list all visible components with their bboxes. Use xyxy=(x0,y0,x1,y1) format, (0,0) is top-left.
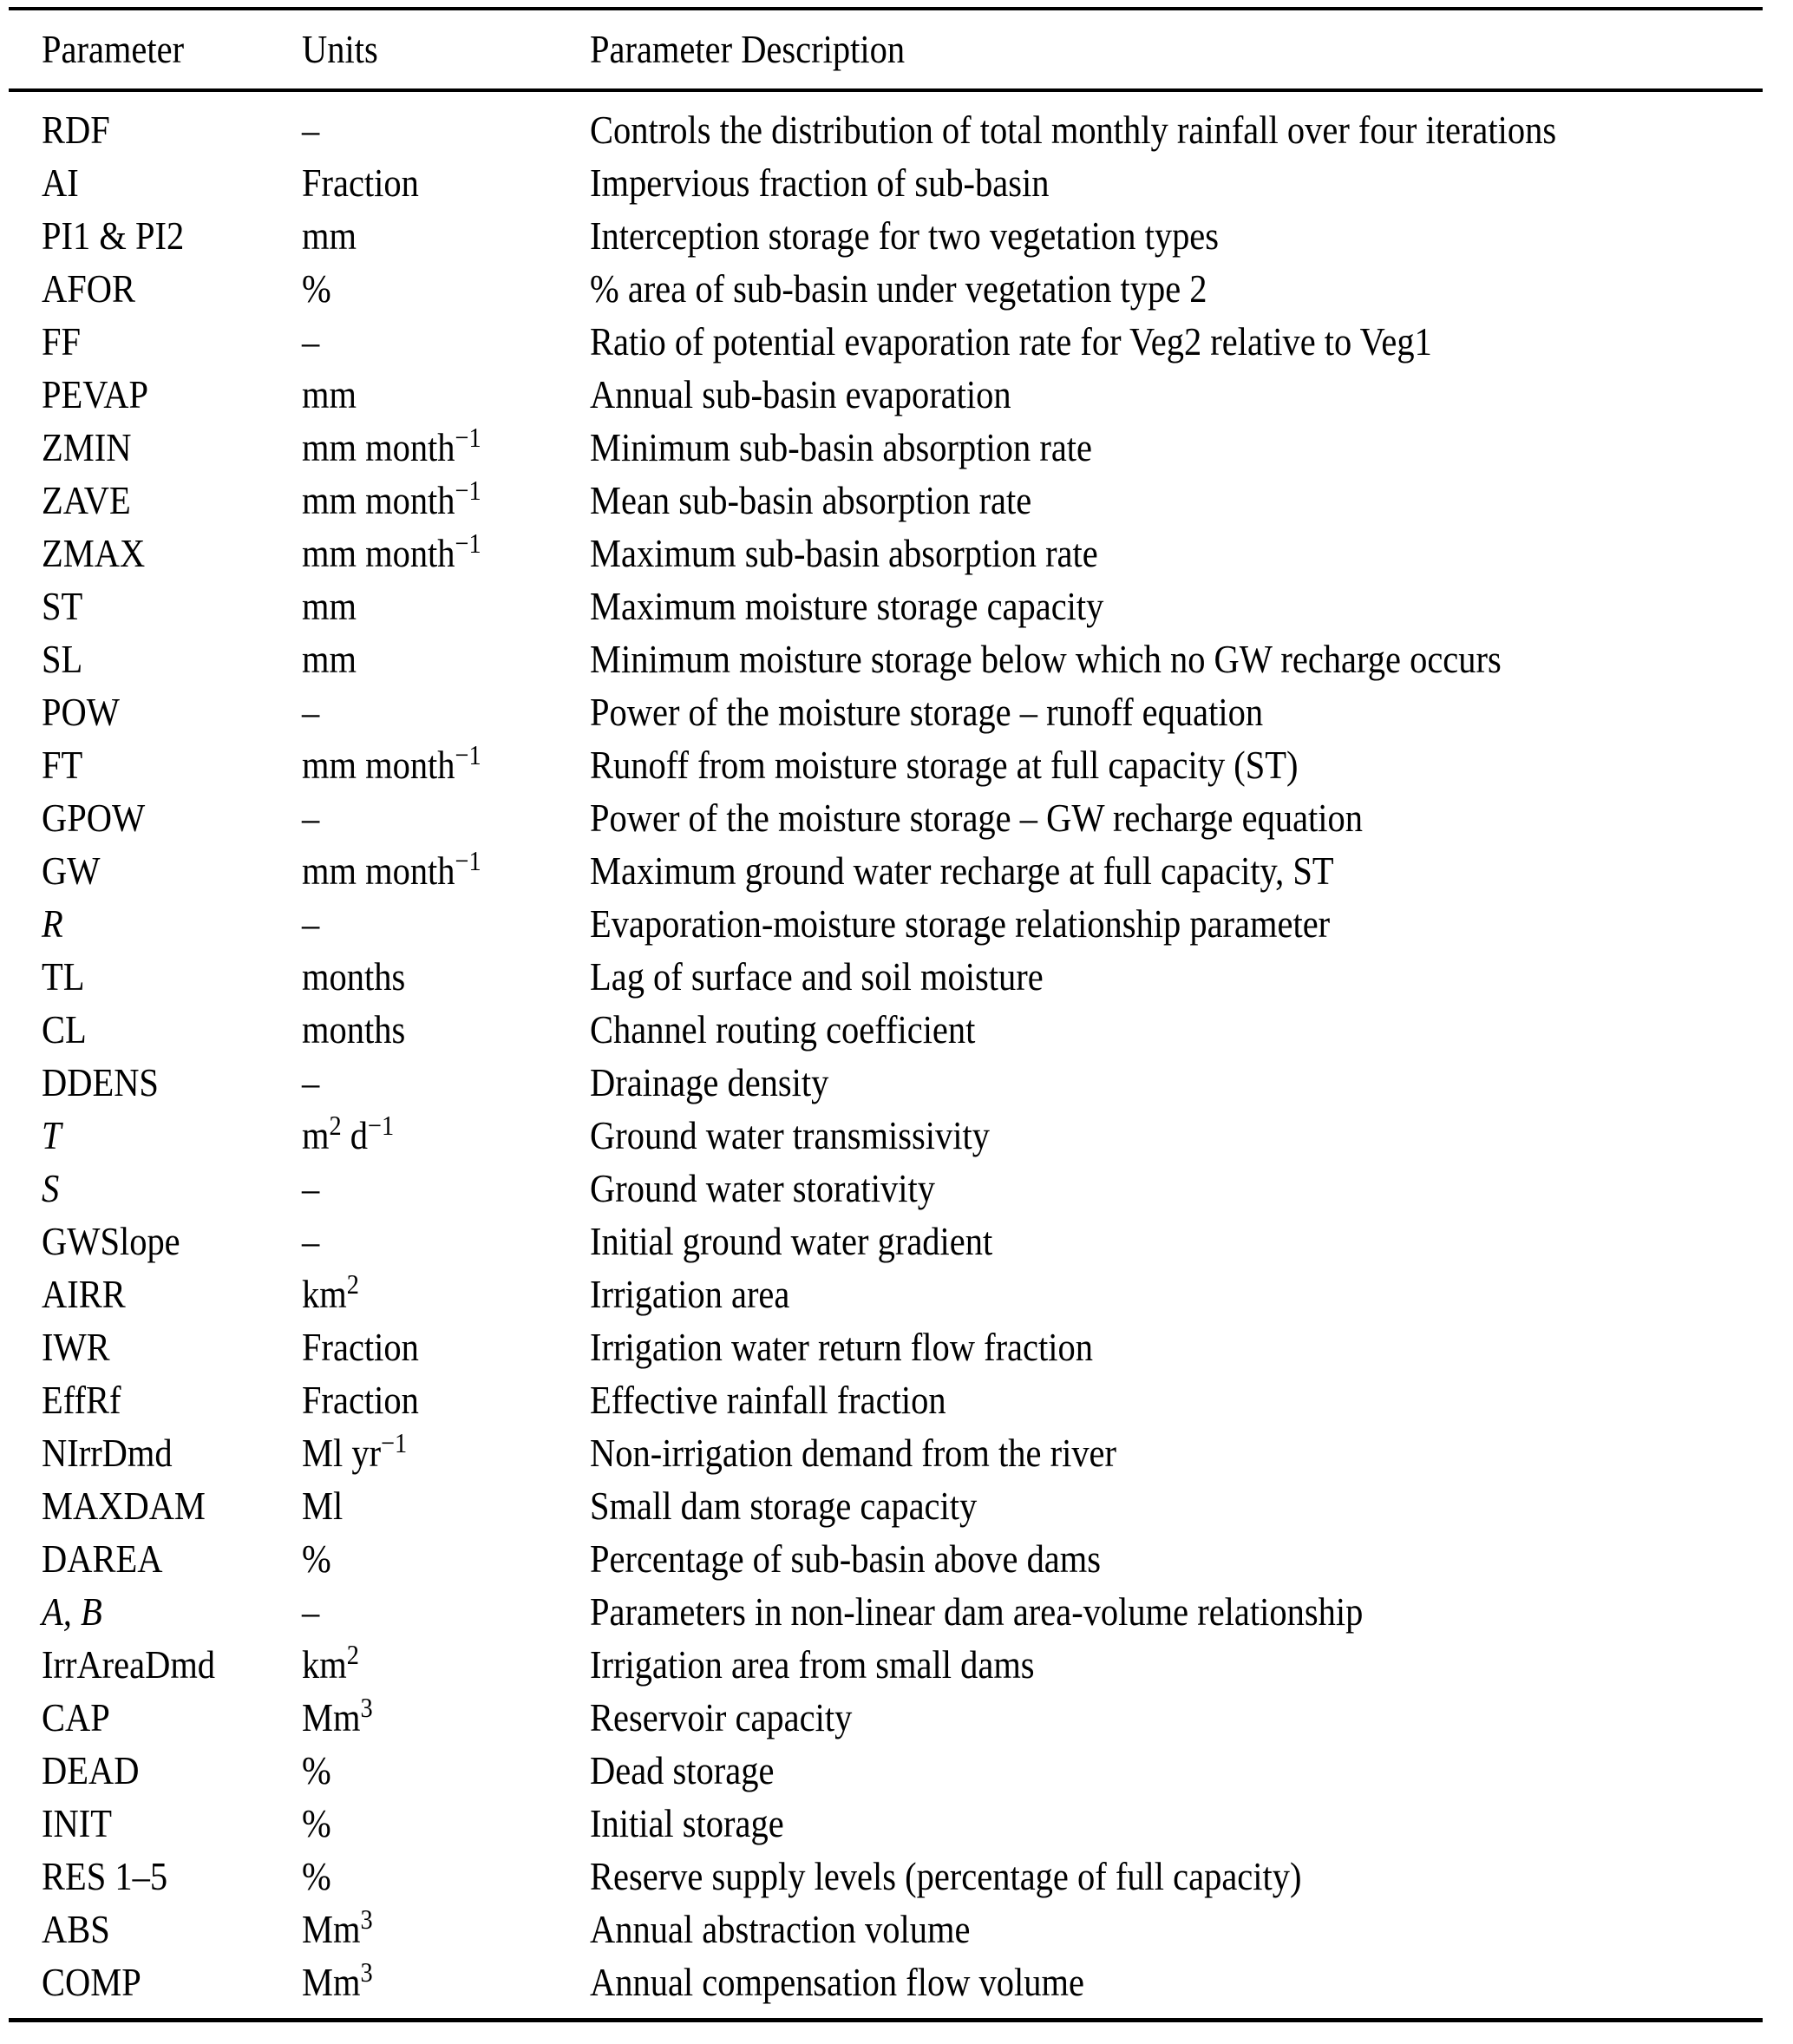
description-cell: Irrigation area xyxy=(590,1272,790,1316)
description-cell: Minimum sub-basin absorption rate xyxy=(590,425,1093,469)
description-cell: Annual sub-basin evaporation xyxy=(590,372,1011,416)
units-cell: months xyxy=(302,1007,406,1051)
parameter-cell: IWR xyxy=(42,1325,110,1369)
parameter-cell: GWSlope xyxy=(42,1219,180,1263)
parameter-cell: ST xyxy=(42,584,83,628)
description-cell: Drainage density xyxy=(590,1060,829,1104)
description-cell: Non-irrigation demand from the river xyxy=(590,1431,1117,1475)
units-cell: % xyxy=(302,1748,331,1792)
table-row xyxy=(0,791,1793,844)
header-description xyxy=(590,10,1784,88)
parameter-cell: EffRf xyxy=(42,1378,121,1422)
description-cell: Ground water transmissivity xyxy=(590,1113,990,1157)
units-cell: mm month$^{-1}$ xyxy=(302,527,481,575)
units-cell: Fraction xyxy=(302,161,419,205)
units-cell: – xyxy=(302,796,320,840)
description-cell: Power of the moisture storage – GW recharge equation xyxy=(590,796,1364,840)
parameter-cell: GW xyxy=(42,848,101,893)
description-cell: Evaporation-moisture storage relationship parameter xyxy=(590,901,1331,946)
table-header-row xyxy=(0,10,1793,88)
parameter-cell: AIRR xyxy=(42,1272,126,1316)
parameter-cell: FT xyxy=(42,743,83,787)
table-row xyxy=(0,1056,1793,1109)
table-row xyxy=(0,1956,1793,2008)
description-cell: Effective rainfall fraction xyxy=(590,1378,946,1422)
description-cell: Runoff from moisture storage at full capacity (ST) xyxy=(590,743,1299,787)
units-cell: – xyxy=(302,901,320,946)
description-cell: Parameters in non-linear dam area-volume relationship xyxy=(590,1589,1364,1634)
parameter-cell: NIrrDmd xyxy=(42,1431,173,1475)
table-row xyxy=(0,1638,1793,1691)
description-cell: Percentage of sub-basin above dams xyxy=(590,1536,1102,1581)
description-cell: Minimum moisture storage below which no GW recharge occurs xyxy=(590,637,1502,681)
table-row xyxy=(0,103,1793,156)
units-cell: $km^2$ xyxy=(302,1638,359,1687)
table-row xyxy=(0,950,1793,1003)
description-cell: Maximum sub-basin absorption rate xyxy=(590,531,1098,575)
table-row xyxy=(0,1850,1793,1903)
description-cell: Annual compensation flow volume xyxy=(590,1960,1084,2004)
table-body xyxy=(0,92,1793,2018)
header-description-label: Parameter Description xyxy=(590,27,906,71)
description-cell: Ground water storativity xyxy=(590,1166,935,1210)
parameter-cell: AI xyxy=(42,161,79,205)
table-row xyxy=(0,1426,1793,1479)
parameter-cell: A, B xyxy=(42,1589,102,1634)
description-cell: Maximum moisture storage capacity xyxy=(590,584,1104,628)
parameter-cell: DAREA xyxy=(42,1536,163,1581)
units-cell: – xyxy=(302,319,320,364)
units-cell: % xyxy=(302,1536,331,1581)
parameter-cell: DEAD xyxy=(42,1748,140,1792)
units-cell: months xyxy=(302,954,406,999)
parameter-cell: T xyxy=(42,1113,62,1157)
table-row xyxy=(0,844,1793,897)
description-cell: Small dam storage capacity xyxy=(590,1484,978,1528)
units-cell: mm xyxy=(302,372,357,416)
table-row xyxy=(0,421,1793,474)
units-cell: mm xyxy=(302,584,357,628)
units-cell: Fraction xyxy=(302,1378,419,1422)
parameter-cell: GPOW xyxy=(42,796,146,840)
description-cell: Reserve supply levels (percentage of full capacity) xyxy=(590,1854,1302,1898)
units-cell: mm month$^{-1}$ xyxy=(302,738,481,787)
description-cell: Lag of surface and soil moisture xyxy=(590,954,1044,999)
units-cell: mm month$^{-1}$ xyxy=(302,844,481,893)
description-cell: Mean sub-basin absorption rate xyxy=(590,478,1032,522)
parameter-cell: INIT xyxy=(42,1801,112,1845)
parameter-table xyxy=(0,7,1793,2044)
units-cell: – xyxy=(302,1060,320,1104)
table-row xyxy=(0,209,1793,262)
parameter-cell: PI1 & PI2 xyxy=(42,213,185,258)
header-parameter xyxy=(42,10,302,88)
units-cell: mm xyxy=(302,637,357,681)
table-row xyxy=(0,1109,1793,1162)
table-row xyxy=(0,1585,1793,1638)
description-cell: Impervious fraction of sub-basin xyxy=(590,161,1050,205)
table-row xyxy=(0,1268,1793,1320)
units-cell: – xyxy=(302,690,320,734)
table-row xyxy=(0,1162,1793,1215)
parameter-cell: FF xyxy=(42,319,82,364)
table-row xyxy=(0,1532,1793,1585)
units-cell: – xyxy=(302,1589,320,1634)
table-row xyxy=(0,897,1793,950)
table-row xyxy=(0,738,1793,791)
table-row xyxy=(0,1373,1793,1426)
table-row xyxy=(0,685,1793,738)
units-cell: Ml xyxy=(302,1484,344,1528)
units-cell: mm month$^{-1}$ xyxy=(302,421,481,469)
units-cell: – xyxy=(302,108,320,152)
table-row xyxy=(0,580,1793,632)
parameter-cell: CL xyxy=(42,1007,87,1051)
table-row xyxy=(0,1215,1793,1268)
parameter-cell: SL xyxy=(42,637,83,681)
description-cell: % area of sub-basin under vegetation type 2 xyxy=(590,266,1207,311)
table-row xyxy=(0,315,1793,368)
table-bottom-rule xyxy=(9,2018,1763,2022)
parameter-cell: POW xyxy=(42,690,120,734)
parameter-cell: S xyxy=(42,1166,60,1210)
units-cell: % xyxy=(302,1801,331,1845)
description-cell: Annual abstraction volume xyxy=(590,1907,971,1951)
description-cell: Ratio of potential evaporation rate for Veg2 relative to Veg1 xyxy=(590,319,1432,364)
description-cell: Power of the moisture storage – runoff equation xyxy=(590,690,1264,734)
units-cell: mm xyxy=(302,213,357,258)
parameter-cell: DDENS xyxy=(42,1060,159,1104)
table-row xyxy=(0,1320,1793,1373)
table-row xyxy=(0,1744,1793,1797)
units-cell: Mm$^3$ xyxy=(302,1956,373,2004)
units-cell: – xyxy=(302,1166,320,1210)
description-cell: Initial ground water gradient xyxy=(590,1219,993,1263)
parameter-cell: ZAVE xyxy=(42,478,131,522)
table-row xyxy=(0,1797,1793,1850)
table-row xyxy=(0,632,1793,685)
description-cell: Maximum ground water recharge at full capacity, ST xyxy=(590,848,1334,893)
table-row xyxy=(0,368,1793,421)
parameter-cell: TL xyxy=(42,954,85,999)
units-cell: $km^2$ xyxy=(302,1268,359,1316)
table-row xyxy=(0,156,1793,209)
table-row xyxy=(0,1691,1793,1744)
units-cell: – xyxy=(302,1219,320,1263)
description-cell: Reservoir capacity xyxy=(590,1695,853,1739)
description-cell: Initial storage xyxy=(590,1801,784,1845)
parameter-cell: IrrAreaDmd xyxy=(42,1642,216,1687)
header-units-label: Units xyxy=(302,27,378,71)
table-row xyxy=(0,1479,1793,1532)
parameter-cell: RDF xyxy=(42,108,110,152)
description-cell: Channel routing coefficient xyxy=(590,1007,976,1051)
table-row xyxy=(0,474,1793,527)
units-cell: Fraction xyxy=(302,1325,419,1369)
parameter-cell: COMP xyxy=(42,1960,141,2004)
units-cell: Mm$^3$ xyxy=(302,1691,373,1739)
parameter-cell: CAP xyxy=(42,1695,110,1739)
description-cell: Dead storage xyxy=(590,1748,775,1792)
units-cell: % xyxy=(302,266,331,311)
header-parameter-label: Parameter xyxy=(42,27,185,71)
description-cell: Irrigation area from small dams xyxy=(590,1642,1035,1687)
parameter-cell: ZMAX xyxy=(42,531,146,575)
table-row xyxy=(0,527,1793,580)
parameter-cell: MAXDAM xyxy=(42,1484,206,1528)
parameter-cell: PEVAP xyxy=(42,372,149,416)
table-row xyxy=(0,1003,1793,1056)
units-cell: mm month$^{-1}$ xyxy=(302,474,481,522)
parameter-cell: R xyxy=(42,901,63,946)
description-cell: Interception storage for two vegetation types xyxy=(590,213,1220,258)
units-cell: Mm$^3$ xyxy=(302,1903,373,1951)
description-cell: Irrigation water return flow fraction xyxy=(590,1325,1093,1369)
units-cell: $m^2$ $d^{-1}$ xyxy=(302,1109,395,1157)
description-cell: Controls the distribution of total monthly rainfall over four iterations xyxy=(590,108,1557,152)
parameter-cell: AFOR xyxy=(42,266,135,311)
parameter-cell: ZMIN xyxy=(42,425,132,469)
parameter-cell: ABS xyxy=(42,1907,110,1951)
parameter-cell: RES 1–5 xyxy=(42,1854,168,1898)
units-cell: % xyxy=(302,1854,331,1898)
units-cell: Ml $yr^{-1}$ xyxy=(302,1426,408,1475)
table-row xyxy=(0,262,1793,315)
header-units xyxy=(302,10,590,88)
table-row xyxy=(0,1903,1793,1956)
